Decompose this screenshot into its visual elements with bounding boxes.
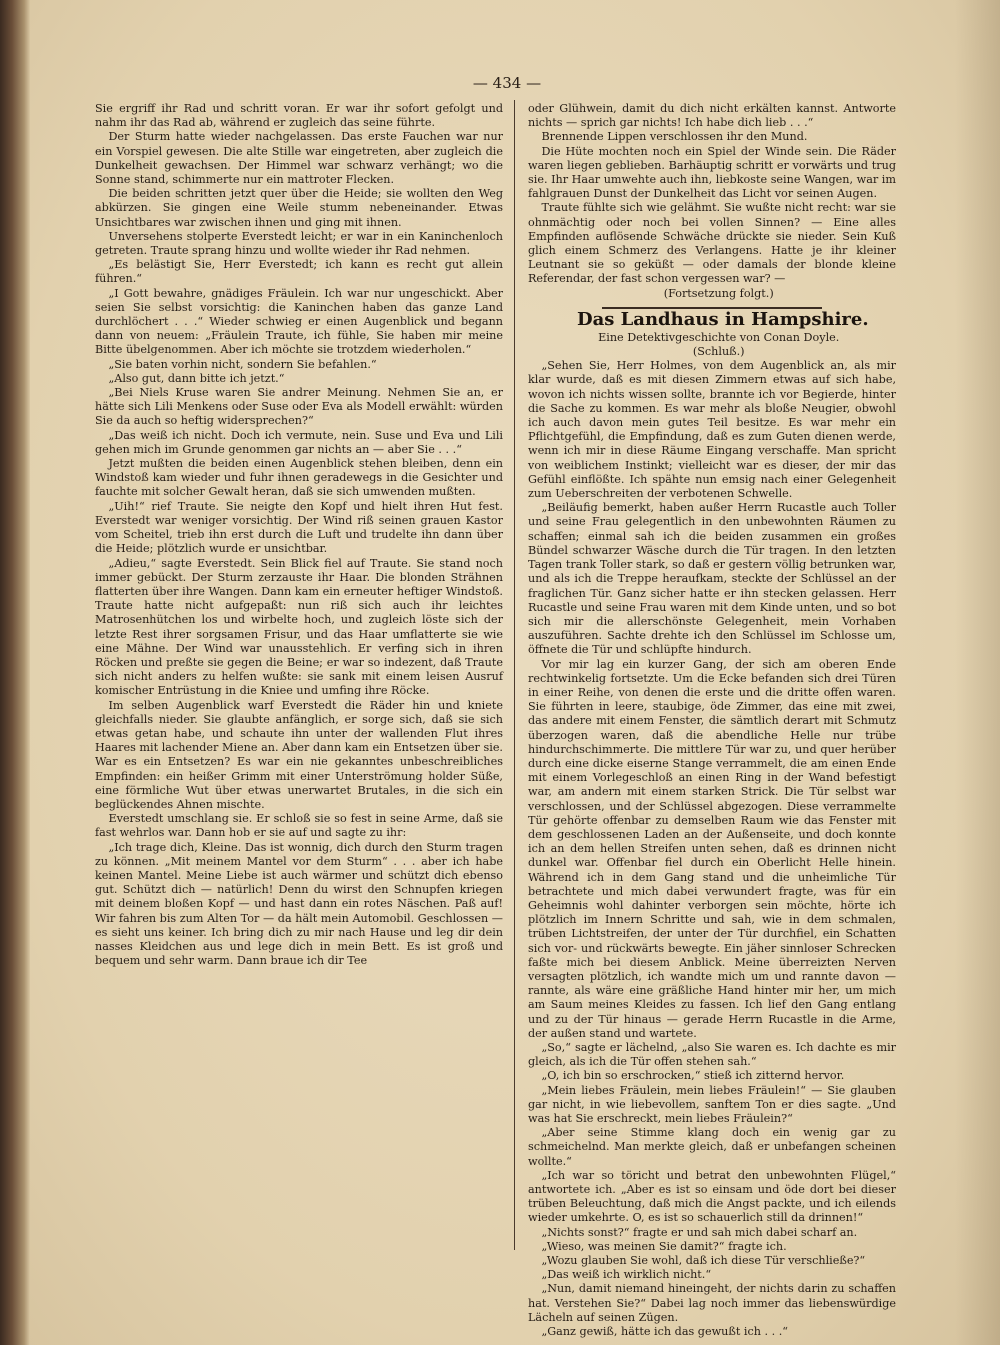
paragraph: „Beiläufig bemerkt, haben außer Herrn Rucastle auch Toller und seine Frau gelegentlich in den unbewohnten Räumen zu schaffen; einmal sah ich die beiden zusammen ein großes Bündel schwarzer Wäsche durch die Tür tragen. In den letzten Tagen trank Toller stark, so daß er gestern völlig betrunken war, und als ich die Treppe heraufkam, steckte der Schlüssel an der fraglichen Tür. Ganz sicher hatte er ihn stecken gelassen. Herr Rucastle und seine Frau waren mit dem Kinde unten, und so bot sich mir die allerschönste Gelegenheit, mein Vorhaben auszuführen. Sachte drehte ich den Schlüssel im Schlosse um, öffnete die Tür und schlüpfte hindurch.	[528, 501, 896, 657]
paragraph: Unversehens stolperte Everstedt leicht; er war in ein Kaninchenloch getreten. Traute sprang hinzu und wollte wieder ihr Rad nehmen.	[95, 229, 503, 258]
binding-edge	[0, 0, 30, 1345]
left-column	[95, 102, 503, 1237]
right-column	[528, 102, 896, 1339]
paragraph: „O, ich bin so erschrocken,“ stieß ich zitternd hervor.	[541, 1069, 845, 1083]
column-divider	[514, 100, 515, 1250]
paragraph: Everstedt umschlang sie. Er schloß sie so fest in seine Arme, daß sie fast wehrlos war. Dann hob er sie auf und sagte zu ihr:	[95, 812, 503, 840]
paragraph: „Adieu,“ sagte Everstedt. Sein Blick fiel auf Traute. Sie stand noch immer gebückt. Der Sturm zerzauste ihr Haar. Die blonden Strähnen flatterten über ihre Wangen. Dann kam ein erneuter heftiger Windstoß. Traute hatte nicht aufgepaßt: nun riß sich auch ihr leichtes Matrosenhütchen los und wirbelte hoch, und zugleich löste sich der letzte Rest ihrer sorgsamen Frisur, und das Haar umflatterte sie wie eine Mähne. Der Wind war unausstehlich. Er verfing sich in ihren Röcken und preßte sie gegen die Beine; er war so indezent, daß Traute sich nicht anders zu helfen wußte: sie sank mit einem leisen Ausruf komischer Entrüstung in die Kniee und umfing ihre Röcke.	[95, 556, 503, 698]
paragraph: „Nichts sonst?“ fragte er und sah mich dabei scharf an.	[541, 1225, 858, 1239]
paragraph: „Sie baten vorhin nicht, sondern Sie befahlen.“	[108, 357, 377, 371]
paragraph: „Ich trage dich, Kleine. Das ist wonnig, dich durch den Sturm tragen zu können. „Mit meinem Mantel vor dem Sturm“ . . . aber ich habe keinen Mantel. Meine Liebe ist auch wärmer und schützt dich ebenso gut. Schützt dich — natürlich! Denn du wirst den Schnupfen kriegen mit deinem bloßen Kopf — und hast dann ein rotes Näschen. Paß auf! Wir fahren bis zum Alten Tor — da hält mein Automobil. Geschlossen — es sieht uns keiner. Ich bring dich zu mir nach Hause und leg dir dein nasses Kleidchen aus und lege dich in mein Bett. Es ist groß und bequem und sehr warm. Dann braue ich dir Tee	[95, 840, 503, 968]
page-number: — 434 —	[472, 74, 542, 92]
paragraph: „Das weiß ich nicht. Doch ich vermute, nein. Suse und Eva und Lili gehen mich im Grunde genommen gar nichts an — aber Sie . . .“	[95, 428, 503, 456]
paragraph: „Das weiß ich wirklich nicht.“	[541, 1268, 712, 1282]
paragraph: „Mein liebes Fräulein, mein liebes Fräulein!“ — Sie glauben gar nicht, in wie liebevollem, sanftem Ton er dies sagte. „Und was hat Sie erschreckt, mein liebes Fräulein?“	[528, 1083, 896, 1126]
paragraph: „Aber seine Stimme klang doch ein wenig gar zu schmeichelnd. Man merkte gleich, daß er unbefangen scheinen wollte.“	[528, 1126, 896, 1168]
paragraph: Die beiden schritten jetzt quer über die Heide; sie wollten den Weg abkürzen. Sie gingen eine Weile stumm nebeneinander. Etwas Unsichtbares war zwischen ihnen und ging mit ihnen.	[95, 187, 503, 229]
paragraph: „Wieso, was meinen Sie damit?“ fragte ich.	[541, 1239, 787, 1253]
paragraph: Der Sturm hatte wieder nachgelassen. Das erste Fauchen war nur ein Vorspiel gewesen. Die alte Stille war eingetreten, aber zugleich die Dunkelheit gewachsen. Der Himmel war schwarz verhängt; wo die Sonne stand, schimmerte nur ein mattroter Flecken.	[95, 130, 503, 187]
paragraph: „Nun, damit niemand hineingeht, der nichts darin zu schaffen hat. Verstehen Sie?“ Dabei lag noch immer das liebenswürdige Lächeln auf seinen Zügen.	[528, 1282, 896, 1324]
paragraph: Vor mir lag ein kurzer Gang, der sich am oberen Ende rechtwinkelig fortsetzte. Um die Ecke befanden sich drei Türen in einer Reihe, von denen die erste und die dritte offen waren. Sie führten in leere, staubige, öde Zimmer, das eine mit zwei, das andere mit einem Fenster, die sämtlich derart mit Schmutz überzogen waren, daß die abendliche Helle nur trübe hindurchschimmerte. Die mittlere Tür war zu, und quer herüber durch eine dicke eiserne Stange verrammelt, die am einen Ende mit einem Vorlegeschloß an einen Ring in der Wand befestigt war, am andern mit einem starken Strick. Die Tür selbst war verschlossen, und der Schlüssel abgezogen. Diese verrammelte Tür gehörte offenbar zu demselben Raum wie das Fenster mit dem geschlossenen Laden an der Außenseite, und doch konnte ich an dem hellen Streifen unten sehen, daß es drinnen nicht dunkel war. Offenbar fiel durch ein Oberlicht Helle hinein. Während ich in dem Gang stand und die unheimliche Tür betrachtete und mich dabei verwundert fragte, was für ein Geheimnis wohl dahinter verborgen sein möchte, hörte ich plötzlich im Innern Schritte und sah, wie in dem schmalen, trüben Lichtstreifen, der unter der Tür durchfiel, ein Schatten sich vor- und rückwärts bewegte. Ein jäher sinnloser Schrecken faßte mich bei diesem Anblick. Meine überreizten Nerven versagten plötzlich, ich wandte mich um und rannte davon — rannte, als wäre eine gräßliche Hand hinter mir her, um mich am Saum meines Kleides zu fassen. Ich lief den Gang entlang und zu der Tür hinaus — gerade Herrn Rucastle in die Arme, der außen stand und wartete.	[528, 657, 896, 1040]
paragraph: Im selben Augenblick warf Everstedt die Räder hin und kniete gleichfalls nieder. Sie glaubte anfänglich, er sorge sich, daß sie sich etwas getan habe, und schaute ihn unter der wallenden Flut ihres Haares mit lachender Miene an. Aber dann kam ein Entsetzen über sie. War es ein Entsetzen? Es war ein nie gekanntes unbeschreibliches Empfinden: ein heißer Grimm mit einer Unterströmung holder Süße, eine förmliche Wut über etwas unerwartet Brutales, in die sich ein beglückendes Ahnen mischte.	[95, 698, 503, 811]
paragraph: oder Glühwein, damit du dich nicht erkälten kannst. Antworte nichts — sprich gar nichts! Ich habe dich lieb . . .“	[528, 102, 896, 130]
paragraph: „Ich war so töricht und betrat den unbewohnten Flügel,“ antwortete ich. „Aber es ist so einsam und öde dort bei dieser trüben Beleuchtung, daß mich die Angst packte, und ich eilends wieder umkehrte. O, es ist so schauerlich still da drinnen!“	[528, 1168, 896, 1225]
paragraph: „So,“ sagte er lächelnd, „also Sie waren es. Ich dachte es mir gleich, als ich die Tür offen stehen sah.“	[528, 1041, 896, 1069]
paragraph: „Ganz gewiß, hätte ich das gewußt ich . . .“	[541, 1325, 788, 1339]
paragraph: Traute fühlte sich wie gelähmt. Sie wußte nicht recht: war sie ohnmächtig oder noch bei vollen Sinnen? — Eine alles Empfinden auflösende Schwäche drückte sie nieder. Sein Kuß glich einem Schmerz des Verlangens. Hatte je ihr kleiner Leutnant sie so geküßt — oder damals der blonde kleine Referendar, der fast schon vergessen war? —	[528, 201, 896, 286]
page-shadow	[955, 0, 1000, 1345]
paragraph: Brennende Lippen verschlossen ihr den Mund.	[541, 130, 808, 144]
paragraph: „Bei Niels Kruse waren Sie andrer Meinung. Nehmen Sie an, er hätte sich Lili Menkens oder Suse oder Eva als Modell erwählt: würden Sie da auch so heftig widersprechen?“	[95, 386, 503, 428]
paragraph: „Es belästigt Sie, Herr Everstedt; ich kann es recht gut allein führen.“	[95, 258, 503, 286]
story-part: (Schluß.)	[692, 345, 745, 359]
paragraph: Die Hüte mochten noch ein Spiel der Winde sein. Die Räder waren liegen geblieben. Barhäuptig schritt er vorwärts und trug sie. Ihr Haar umwehte auch ihn, liebkoste seine Wangen, war im fahlgrauen Dunst der Dunkelheit das Licht vor seinen Augen.	[528, 144, 896, 201]
paragraph: „Sehen Sie, Herr Holmes, von dem Augenblick an, als mir klar wurde, daß es mit diesen Zimmern etwas auf sich habe, wovon ich nichts wissen sollte, brannte ich vor Begierde, hinter die Sache zu kommen. Es war mehr als bloße Neugier, obwohl ich auch davon mein gutes Teil besitze. Es war mehr ein Pflichtgefühl, die Empfindung, daß es zum Guten dienen werde, wenn ich mir in diese Räume Eingang verschaffe. Man spricht von weiblichem Instinkt; vielleicht war es dieser, der mir das Gefühl einflößte. Ich spähte nun emsig nach einer Gelegenheit zum Ueberschreiten der verbotenen Schwelle.	[528, 359, 896, 501]
story-title: Das Landhaus in Hampshire.	[576, 308, 869, 330]
story-subtitle: Eine Detektivgeschichte von Conan Doyle.	[598, 330, 840, 344]
paragraph: „Also gut, dann bitte ich jetzt.“	[108, 371, 285, 385]
paragraph: „Uih!“ rief Traute. Sie neigte den Kopf und hielt ihren Hut fest. Everstedt war weniger vorsichtig. Der Wind riß seinen grauen Kastor vom Scheitel, trieb ihn erst durch die Luft und trudelte ihn dann über die Heide; plötzlich wurde er unsichtbar.	[95, 499, 503, 556]
paragraph: „I Gott bewahre, gnädiges Fräulein. Ich war nur ungeschickt. Aber seien Sie selbst vorsichtig: die Kaninchen haben das ganze Land durchlöchert . . .“ Wieder schwieg er einen Augenblick und begann dann von neuem: „Fräulein Traute, ich fühle, Sie haben mir meine Bitte übelgenommen. Aber ich möchte sie trotzdem wiederholen.“	[95, 286, 503, 357]
paragraph: „Wozu glauben Sie wohl, daß ich diese Tür verschließe?“	[541, 1254, 866, 1268]
paragraph: Jetzt mußten die beiden einen Augenblick stehen bleiben, denn ein Windstoß kam wieder und fuhr ihnen geradewegs in die Gesichter und fauchte mit solcher Gewalt heran, daß sie sich umwenden mußten.	[95, 457, 503, 499]
continuation-note: (Fortsetzung folgt.)	[663, 286, 774, 300]
paragraph: Sie ergriff ihr Rad und schritt voran. Er war ihr sofort gefolgt und nahm ihr das Rad ab, während er zugleich das seine führte.	[95, 102, 503, 130]
